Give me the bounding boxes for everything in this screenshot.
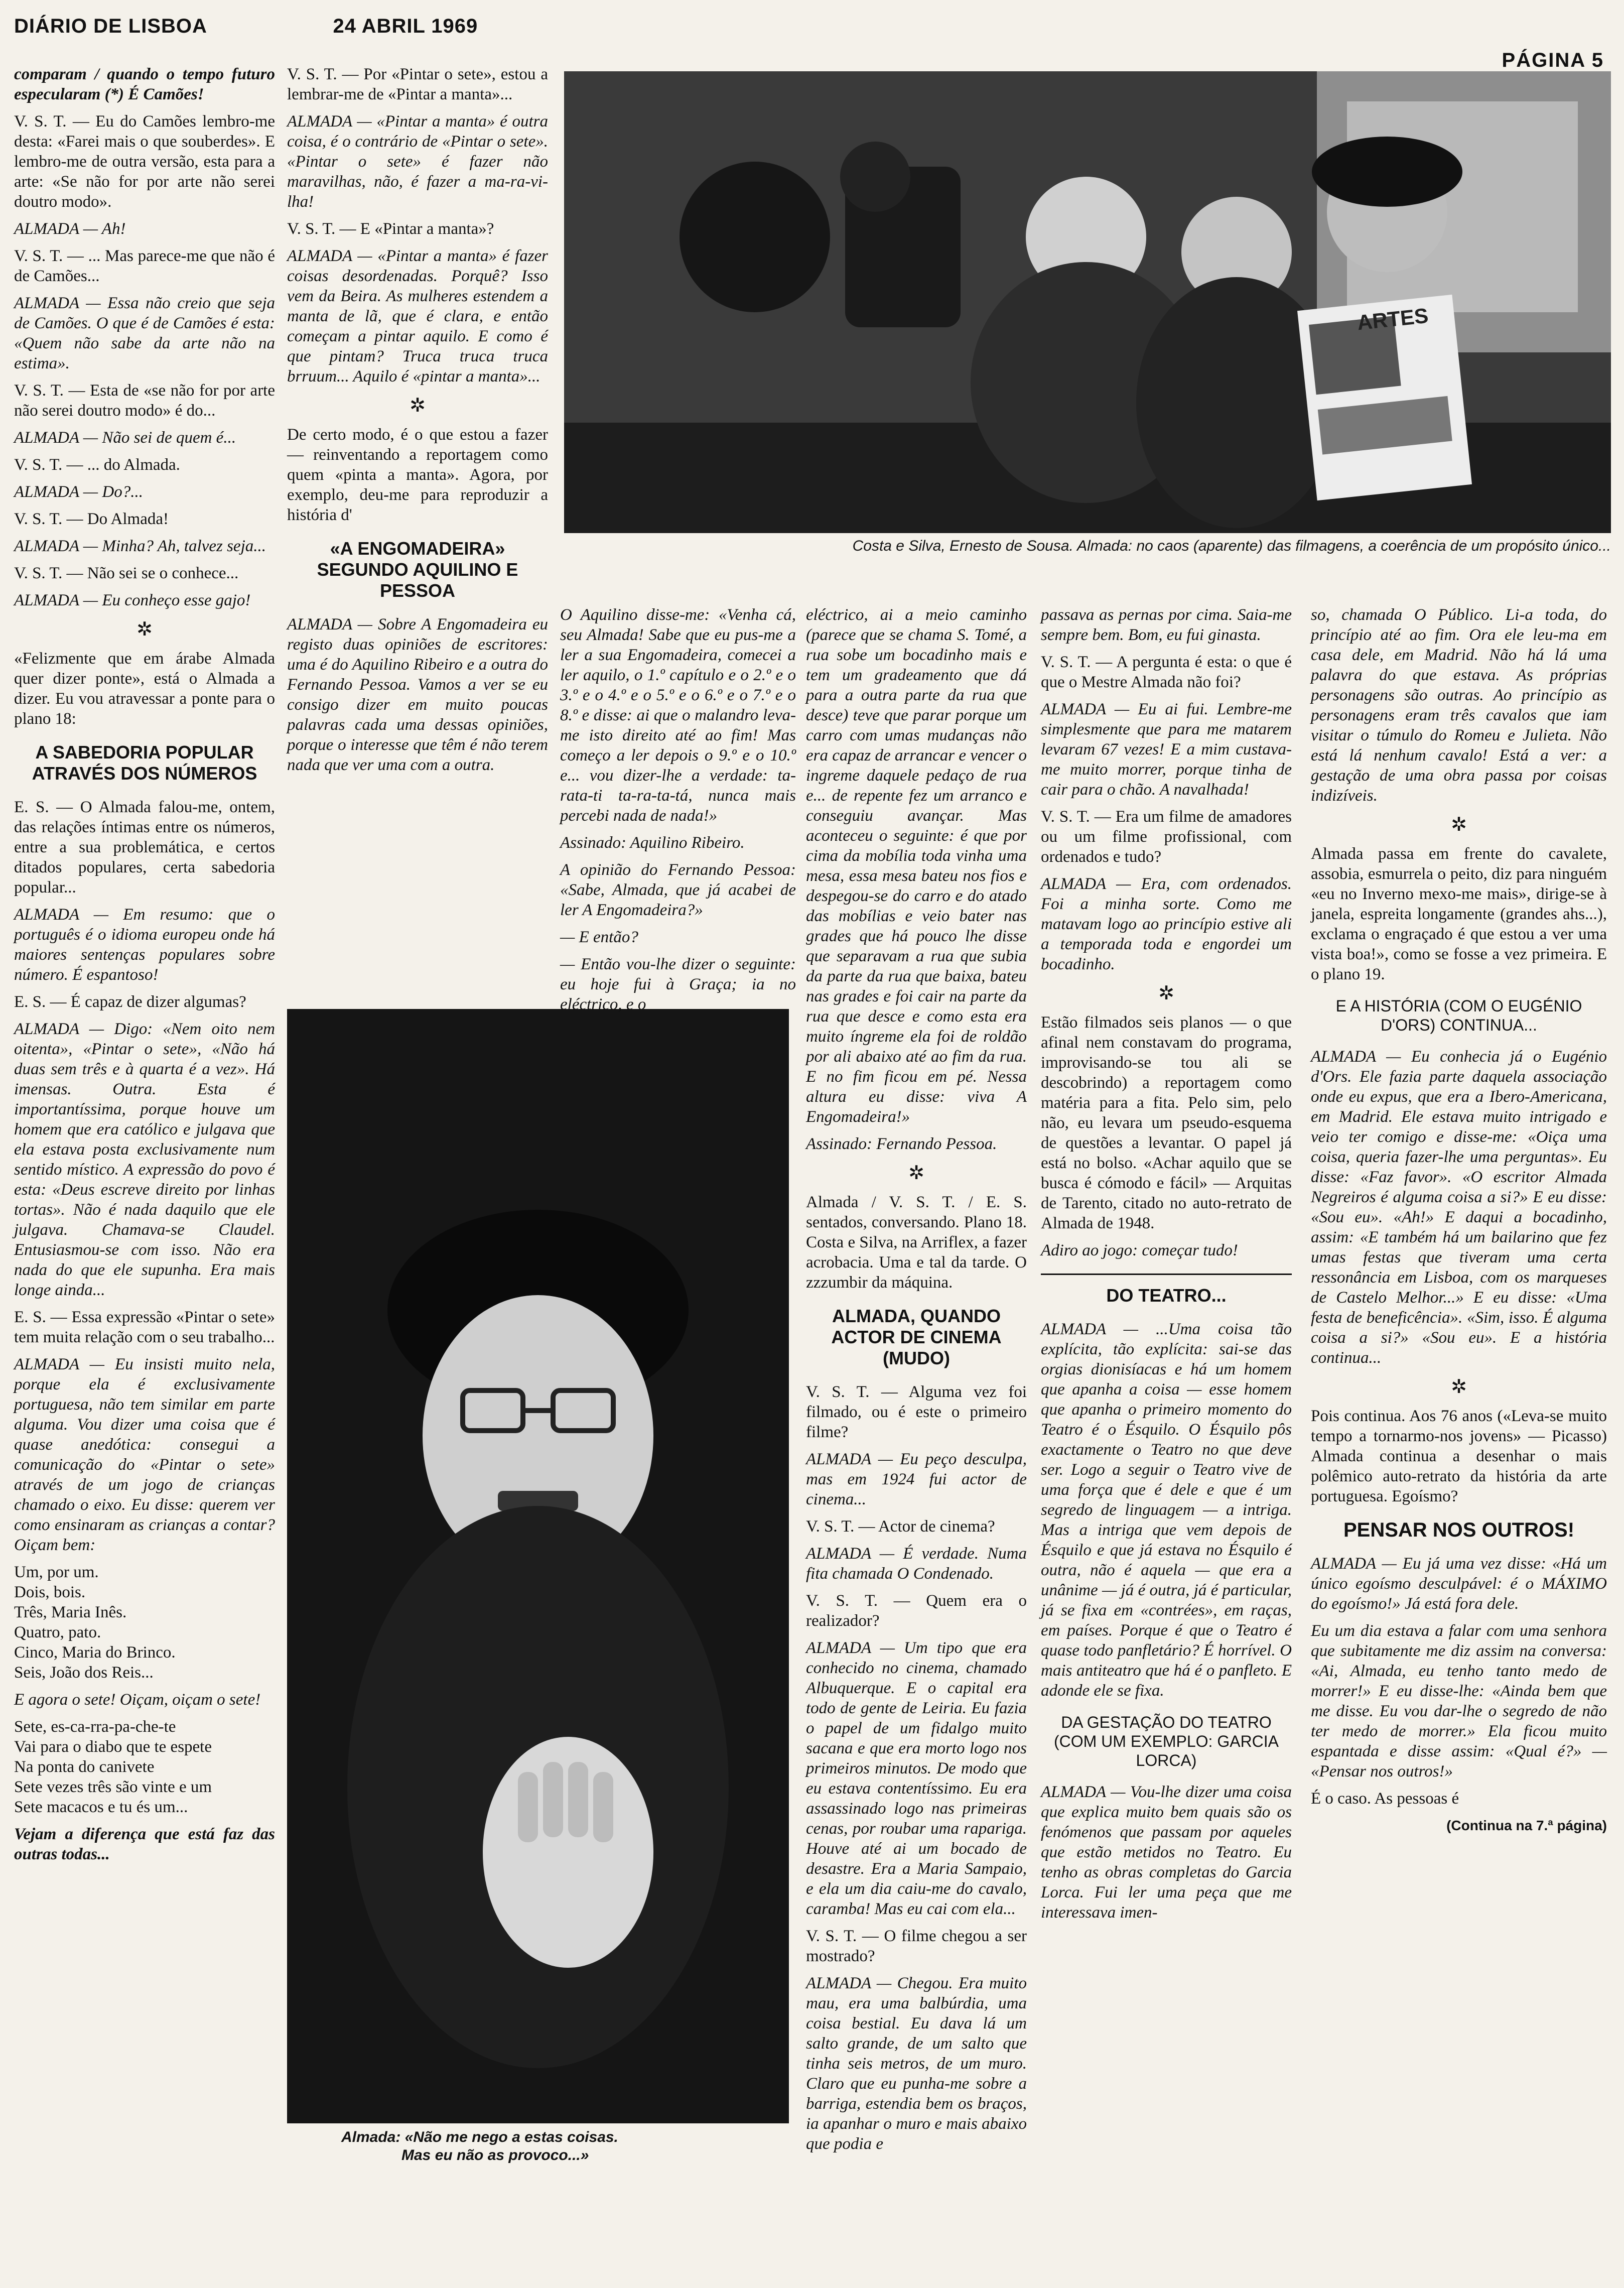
verse-line: Sete, es-ca-rra-pa-che-te xyxy=(14,1718,176,1736)
col2-paragraph: ALMADA — «Pintar a manta» é outra coisa, é o contrário de «Pintar o sete». «Pintar o sete» é fazer não maravilhas, não, é fazer a ma-ra-vi-lha! xyxy=(287,112,548,211)
col3-paragraph: Assinado: Aquilino Ribeiro. xyxy=(560,834,745,852)
verse-line: Um, por um. xyxy=(14,1563,99,1581)
separator-star: ✲ xyxy=(137,619,153,640)
col1-paragraph: ALMADA — Ah! xyxy=(14,220,126,238)
col6-paragraph: ALMADA — Eu já uma vez disse: «Há um único egoísmo desculpável: é o MÁXIMO do egoísmo!» Já está fora dele. xyxy=(1311,1555,1607,1613)
verse-line: Quatro, pato. xyxy=(14,1623,101,1641)
col3-paragraph: O Aquilino disse-me: «Venha cá, seu Almada! Sabe que eu pus-me a ler a sua Engomadeira, comecei a ler aquilo, o 1.º capítulo e o 2.º e o 3.º e o 4.º e o 5.º e o 6.º e o 7.º e o 8.º e disse: ai que o malandro leva-me isto direito até ao fim! Mas começo a ler depois o 9.º e o 10.º e... vou dizer-lhe a verdade: ta-rata-ti ta-ra-ta-tá, nunca mais percebi nada de nada!» xyxy=(560,606,796,825)
col5-paragraph: Adiro ao jogo: começar tudo! xyxy=(1041,1241,1238,1259)
col6-paragraph: Eu um dia estava a falar com uma senhora que subitamente me diz assim na conversa: «Ai, Almada, eu tenho tanto medo de morrer!» E eu disse-lhe: «Ainda bem que me disse. Eu vou dar-lhe o segredo de não ter medo de morrer.» Ela ficou muito espantada e disse assim: «Qual é?» — «Pensar nos outros!» xyxy=(1311,1622,1607,1781)
col2-paragraph: ALMADA — «Pintar a manta» é fazer coisas desordenadas. Porquê? Isso vem da Beira. As mulheres estendem a manta de lã, que é clara, e então começam a pintar aquilo. E como é que pintam? Truca truca truca brruum... Aquilo é «pintar a manta»... xyxy=(287,247,548,386)
col5-paragraph: ALMADA — ...Uma coisa tão explícita, tão explícita: sai-se das orgias dionisíacas e há um homem que apanha a coisa — esse homem que apanha o primeiro momento do Teatro é o Ésquilo. O Ésquilo pôs exactamente o Teatro no que deve ser. Logo a seguir o Teatro vive de uma força que é dele e que é um segredo de linguagem — a intriga. Mas a intriga que vem depois de Ésquilo e que já estava no Ésquilo é outra, não é aquela — que era a unânime — já é outra, já é particular, já se fixa em «contrées», em raças, em países. Porque é que o Teatro é quase todo panfletário? É horrível. O mais antiteatro que há é o panfleto. E adonde ele se fixa. xyxy=(1041,1320,1292,1700)
col5-paragraph: ALMADA — Vou-lhe dizer uma coisa que explica muito bem quais são os fenómenos que passam por aqueles que estão metidos no Teatro. Eu tenho as obras completas do Garcia Lorca. Fui ler uma peça que me interessava imen- xyxy=(1041,1783,1292,1922)
col1-paragraph: Vejam a diferença que está faz das outras todas... xyxy=(14,1825,275,1863)
verse-line: Sete macacos e tu és um... xyxy=(14,1798,188,1816)
col1-paragraph: E. S. — Essa expressão «Pintar o sete» tem muita relação com o seu trabalho... xyxy=(14,1308,275,1346)
column-3 xyxy=(560,605,796,1022)
separator-star: ✲ xyxy=(908,1163,924,1184)
col1-paragraph: V. S. T. — Eu do Camões lembro-me desta: «Farei mais o que souberdes». E lembro-me de outra versão, esta para a arte: «Se não for por arte não serei doutro modo». xyxy=(14,112,275,211)
col4-paragraph: eléctrico, ai a meio caminho (parece que se chama S. Tomé, a rua sobe um bocadinho mais e tem um gradeamento que dá para a outra parte da rua que desce) teve que parar porque um carro com umas mudanças não era capaz de arrancar e vencer o ingreme daquele pedaço de rua e... de repente fez um arranco e conseguiu avançar. Mas aconteceu o seguinte: é que por cima da mobília toda vinha uma mesa, essa mesa bateu nos fios e despegou-se do carro e do atado das mobílias e veio bater nas grades que há pouco lhe disse que separavam a rua que subia da parte da rua que baixa, bateu nas grades e foi cair na parte da rua que desce e como esta era muito íngreme ela foi de roldão por ali abaixo até ao fim da rua. E no fim ficou em pé. Nessa altura eu disse: viva A Engomadeira!» xyxy=(806,606,1027,1126)
col4-paragraph: V. S. T. — Quem era o realizador? xyxy=(806,1592,1027,1630)
col1-paragraph: ALMADA — Eu conheço esse gajo! xyxy=(14,591,251,609)
subheading-eugenio-dors: E A HISTÓRIA (COM O EUGÉNIO D'ORS) CONTINUA... xyxy=(1335,997,1582,1034)
column-4 xyxy=(806,605,1027,2161)
separator-star: ✲ xyxy=(1158,983,1174,1004)
col1-paragraph: ALMADA — Minha? Ah, talvez seja... xyxy=(14,537,266,555)
col1-paragraph: «Felizmente que em árabe Almada quer dizer ponte», está o Almada a dizer. Eu vou atravessar a ponte para o plano 18: xyxy=(14,650,275,728)
col4-paragraph: ALMADA — É verdade. Numa fita chamada O Condenado. xyxy=(806,1545,1027,1583)
continued-on-page-7: (Continua na 7.ª página) xyxy=(1446,1818,1607,1833)
col2-paragraph: V. S. T. — E «Pintar a manta»? xyxy=(287,220,494,238)
col1-paragraph: V. S. T. — Esta de «se não for por arte não serei doutro modo» é do... xyxy=(14,382,275,420)
col4-paragraph: V. S. T. — Actor de cinema? xyxy=(806,1517,995,1536)
column-1 xyxy=(14,64,275,1871)
col1-paragraph: comparam / quando o tempo futuro especularam (*) É Camões! xyxy=(14,65,275,103)
col4-paragraph: ALMADA — Um tipo que era conhecido no cinema, chamado Albuquerque. E o capital era todo de gente de Leiria. Eu fazia o papel de um fidalgo muito sacana e que era morto logo nos primeiros minutos. De modo que eu estava contentíssimo. Eu era assassinado logo nas primeiras cenas, por roubar uma rapariga. Houve até ai um bocado de desastre. Era a Maria Sampaio, e ela um dia caiu-me do cavalo, caramba! Mas eu cai com ela... xyxy=(806,1639,1027,1918)
film-set-photo xyxy=(564,71,1611,533)
verse-line: Dois, bois. xyxy=(14,1583,86,1601)
portrait-caption-line-1: Almada: «Não me nego a estas coisas. xyxy=(341,2129,618,2145)
col1-paragraph: ALMADA — Essa não creio que seja de Camões. O que é de Camões é esta: «Quem não sabe da arte não na estima». xyxy=(14,294,275,372)
col6-paragraph: Pois continua. Aos 76 anos («Leva-se muito tempo a tornarmo-nos jovens» — Picasso) Almada continua a desenhar o mais polêmico auto-retrato da história da arte portuguesa. Egoísmo? xyxy=(1311,1407,1607,1505)
portrait-illustration xyxy=(287,1009,789,2123)
newspaper-name: DIÁRIO DE LISBOA xyxy=(14,15,207,37)
col4-paragraph: Almada / V. S. T. / E. S. sentados, conversando. Plano 18. Costa e Silva, na Arriflex, a fazer acrobacia. Uma e tal da tarde. O zzzumbir da máquina. xyxy=(806,1193,1027,1292)
col1-paragraph: ALMADA — Não sei de quem é... xyxy=(14,429,236,447)
sete-verse xyxy=(14,1717,275,1817)
counting-verse xyxy=(14,1562,275,1683)
verse-line: Sete vezes três são vinte e um xyxy=(14,1778,212,1796)
section-heading-pensar: PENSAR NOS OUTROS! xyxy=(1343,1519,1575,1541)
col3-paragraph: — E então? xyxy=(560,928,638,946)
col3-paragraph: A opinião do Fernando Pessoa: «Sabe, Almada, que já acabei de ler A Engomadeira?» xyxy=(560,861,796,919)
portrait-photo xyxy=(287,1009,789,2123)
verse-line: Três, Maria Inês. xyxy=(14,1603,127,1621)
masthead xyxy=(14,15,478,38)
col4-paragraph: ALMADA — Eu peço desculpa, mas em 1924 fui actor de cinema... xyxy=(806,1450,1027,1508)
col4-paragraph: V. S. T. — Alguma vez foi filmado, ou é este o primeiro filme? xyxy=(806,1383,1027,1441)
verse-line: Seis, João dos Reis... xyxy=(14,1664,154,1682)
col2-paragraph: De certo modo, é o que estou a fazer — reinventando a reportagem como quem «pinta a manta». Agora, por exemplo, deu-me para reproduzir a história d' xyxy=(287,426,548,524)
col6-paragraph: É o caso. As pessoas é xyxy=(1311,1790,1459,1808)
verse-line: Vai para o diabo que te espete xyxy=(14,1738,212,1756)
col1-paragraph: ALMADA — Do?... xyxy=(14,483,143,501)
col4-paragraph: ALMADA — Chegou. Era muito mau, era uma balbúrdia, uma coisa bestial. Eu dava lá um salto grande, de um salto que tinha seis metros, de um muro. Claro que eu punha-me sobre a barriga, estendia bem os braços, ia apanhar o muro e mais abaixo que podia e xyxy=(806,1974,1027,2153)
subheading-gestacao: DA GESTAÇÃO DO TEATRO (COM UM EXEMPLO: GARCIA LORCA) xyxy=(1053,1713,1279,1769)
portrait-caption-line-2: Mas eu não as provoco...» xyxy=(401,2147,589,2164)
col1-paragraph: E agora o sete! Oiçam, oiçam o sete! xyxy=(14,1691,261,1709)
section-heading-engomadeira: «A ENGOMADEIRA» SEGUNDO AQUILINO E PESSOA xyxy=(317,538,518,601)
column-2 xyxy=(287,64,548,782)
col6-paragraph: so, chamada O Público. Li-a toda, do princípio até ao fim. Ora ele leu-ma em casa dele, em Madrid. Não há lá uma palavra do que estava. As próprias personagens são outras. Ao princípio as personagens eram três cavalos que iam visitar o túmulo do Romeu e Julieta. Não está lá nenhum cavalo! Está a ver: a gestação de uma obra passa por coisas indizíveis. xyxy=(1311,606,1607,805)
portrait-caption xyxy=(341,2128,793,2165)
newspaper-masthead-in-photo: ARTES xyxy=(1356,303,1430,335)
col3-paragraph: — Então vou-lhe dizer o seguinte: eu hoje fui à Graça; ia no eléctrico, e o xyxy=(560,955,796,1013)
col2-paragraph: ALMADA — Sobre A Engomadeira eu registo duas opiniões de escritores: uma é do Aquilino Ribeiro e a outra do Fernando Pessoa. Vamos a ver se eu consigo dizer em muito poucas palavras cada uma dessas opiniões, porque o interesse que têm é não terem nada que ver uma com a outra. xyxy=(287,615,548,774)
issue-date: 24 ABRIL 1969 xyxy=(333,15,478,37)
col4-paragraph: Assinado: Fernando Pessoa. xyxy=(806,1135,997,1153)
col5-paragraph: passava as pernas por cima. Saia-me sempre bem. Bom, eu fui ginasta. xyxy=(1041,606,1292,644)
col6-paragraph: Almada passa em frente do cavalete, assobia, esmurrela o peito, diz para ninguém «eu no Inverno mexo-me mais», dirige-se à janela, espreita longamente (grandes ahs...), exclama o engraçado é que estou a ver uma vista boa!», como se fosse a vez primeira. E o plano 19. xyxy=(1311,845,1607,983)
page-number: PÁGINA 5 xyxy=(1502,49,1604,71)
col5-paragraph: ALMADA — Eu ai fui. Lembre-me simplesmente que para me matarem levaram 67 vezes! E a mim custava-me muito morrer, porque tinha de cair para o chão. A navalhada! xyxy=(1041,700,1292,799)
col1-paragraph: ALMADA — Eu insisti muito nela, porque ela é exclusivamente portuguesa, não tem similar em parte alguma. Vou dizer uma coisa que é quase anedótica: consegui a comunicação do «Pintar o sete» através de um jogo de crianças chamado o eixo. Eu disse: querem ver como ensinaram as crianças a contar? Oiçam bem: xyxy=(14,1355,275,1554)
col2-paragraph: V. S. T. — Por «Pintar o sete», estou a lembrar-me de «Pintar a manta»... xyxy=(287,65,548,103)
col1-paragraph: V. S. T. — ... do Almada. xyxy=(14,456,180,474)
col1-paragraph: V. S. T. — ... Mas parece-me que não é de Camões... xyxy=(14,247,275,285)
separator-star: ✲ xyxy=(410,395,426,416)
col6-paragraph: ALMADA — Eu conhecia já o Eugénio d'Ors. Ele fazia parte daquela associação onde eu expus, que era a Ibero-Americana, em Madrid. Ele estava muito intrigado e veio ter comigo e disse-me: «Oiça uma coisa, queria fazer-lhe uma perguntas». Eu disse: «Faz favor». «O escritor Almada Negreiros é alguma coisa a si?» E eu disse: «Sou eu». «Ah!» E daqui a bocadinho, assim: «E também há um bailarino que fez umas festas que tiveram uma certa ressonância em Lisboa, com os marqueses de Castelo Melhor...» E eu disse: «Uma festa de beneficência». «Sim, isso. É alguma coisa a si?» «Sou eu». E a história continua... xyxy=(1311,1048,1607,1367)
col5-paragraph: V. S. T. — Era um filme de amadores ou um filme profissional, com ordenados e tudo? xyxy=(1041,808,1292,866)
separator-star: ✲ xyxy=(1451,814,1467,835)
col1-paragraph: V. S. T. — Do Almada! xyxy=(14,510,169,528)
col5-paragraph: V. S. T. — A pergunta é esta: o que é que o Mestre Almada não foi? xyxy=(1041,653,1292,691)
verse-line: Cinco, Maria do Brinco. xyxy=(14,1643,176,1662)
col1-paragraph: ALMADA — Digo: «Nem oito nem oitenta», «Pintar o sete», «Não há duas sem três e à quarta é a vez». Há imensas. Outra. Esta é importantíssima, porque houve um homem que era católico e julgava que ela estava posta exclusivamente num sentido místico. A expressão do povo é esta: «Deus escreve direito por linhas tortas». Não é nada daquilo que ele julgava. Chamava-se Claudel. Entusiasmou-se com isso. Não era nada do que ele supunha. Era mais longe ainda... xyxy=(14,1020,275,1299)
verse-line: Na ponta do canivete xyxy=(14,1758,155,1776)
column-6 xyxy=(1311,605,1607,1836)
col1-paragraph: ALMADA — Em resumo: que o português é o idioma europeu onde há maiores sentenças populares sobre número. É espantoso! xyxy=(14,906,275,984)
col4-paragraph: V. S. T. — O filme chegou a ser mostrado? xyxy=(806,1927,1027,1965)
top-photo-caption: Costa e Silva, Ernesto de Sousa. Almada: no caos (aparente) das filmagens, a coerência de um propósito único... xyxy=(852,538,1611,554)
col5-paragraph: Estão filmados seis planos — o que afinal nem constavam do programa, improvisando-se tou ali se descobrindo) a reportagem como matéria para a fita. Pelo sim, pelo não, eu levara um pseudo-esquema de questões a levantar. O papel já está no bolso. «Achar aquilo que se busca é cómodo e fácil» — Arquitas de Tarento, citado no auto-retrato de Almada de 1948. xyxy=(1041,1013,1292,1232)
col1-paragraph: V. S. T. — Não sei se o conhece... xyxy=(14,564,239,582)
col1-paragraph: E. S. — O Almada falou-me, ontem, das relações íntimas entre os números, entre a sua problemática, e certos ditados populares, certa sabedoria popular... xyxy=(14,798,275,897)
col1-paragraph: E. S. — É capaz de dizer algumas? xyxy=(14,993,246,1011)
film-set-illustration xyxy=(564,71,1611,533)
column-5 xyxy=(1041,605,1292,1930)
section-heading-cinema: ALMADA, QUANDO ACTOR DE CINEMA (MUDO) xyxy=(831,1306,1002,1368)
separator-star: ✲ xyxy=(1451,1376,1467,1397)
section-heading-teatro: DO TEATRO... xyxy=(1041,1274,1292,1306)
section-heading-sabedoria: A SABEDORIA POPULAR ATRAVÉS DOS NÚMEROS xyxy=(32,742,257,784)
col5-paragraph: ALMADA — Era, com ordenados. Foi a minha sorte. Como me matavam logo ao princípio estive ali a temporada toda e engordei um bocadinho. xyxy=(1041,875,1292,973)
